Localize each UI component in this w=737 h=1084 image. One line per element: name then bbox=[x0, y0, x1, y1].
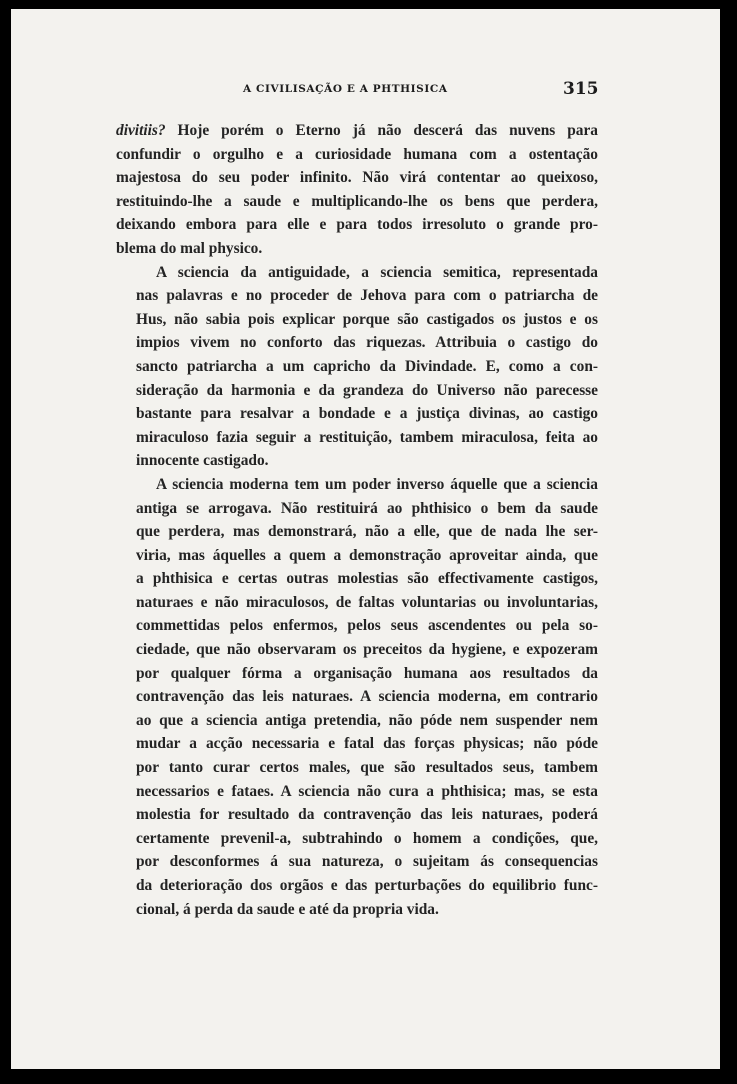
text-line bbox=[116, 756, 598, 780]
line-text: molestia for resultado da contravenção das leis naturaes, poderá bbox=[136, 806, 598, 824]
line-text: sideração da harmonia e da grandeza do Universo não parecesse bbox=[136, 381, 598, 399]
text-line bbox=[116, 803, 598, 827]
text-line bbox=[116, 284, 598, 308]
running-header bbox=[11, 79, 720, 107]
text-line bbox=[116, 355, 598, 379]
text-line bbox=[116, 662, 598, 686]
text-line bbox=[116, 614, 598, 638]
line-text: innocente castigado. bbox=[136, 452, 269, 470]
line-text: majestosa do seu poder infinito. Não virá contentar ao queixoso, bbox=[116, 169, 598, 187]
line-text: sancto patriarcha a um capricho da Divindade. E, como a con- bbox=[136, 357, 598, 375]
line-text: deixando embora para elle e para todos irresoluto o grande pro- bbox=[116, 216, 598, 234]
line-text: A sciencia moderna tem um poder inverso áquelle que a sciencia bbox=[156, 475, 598, 493]
text-line bbox=[116, 237, 598, 261]
body-text bbox=[116, 119, 598, 921]
text-line bbox=[116, 850, 598, 874]
line-text: Hoje porém o Eterno já não descerá das nuvens para bbox=[165, 122, 598, 139]
page-number: 315 bbox=[563, 79, 599, 99]
line-text: antiga se arrogava. Não restituirá ao phthisico o bem da saude bbox=[136, 499, 598, 517]
text-line bbox=[116, 402, 598, 426]
line-text: que perdera, mas demonstrará, não a elle, que de nada lhe ser- bbox=[136, 523, 598, 541]
text-line bbox=[116, 898, 598, 922]
text-line bbox=[116, 449, 598, 473]
line-text: cional, á perda da saude e até da propria vida. bbox=[136, 900, 439, 918]
line-text: por qualquer fórma a organisação humana aos resultados da bbox=[136, 664, 598, 682]
text-line bbox=[116, 685, 598, 709]
running-title: A CIVILISAÇÃO E A PHTHISICA bbox=[243, 83, 448, 95]
text-line bbox=[116, 143, 598, 167]
line-text: miraculoso fazia seguir a restituição, tambem miraculosa, feita ao bbox=[136, 428, 598, 446]
line-text: a phthisica e certas outras molestias são effectivamente castigos, bbox=[136, 570, 598, 588]
line-text: contravenção das leis naturaes. A sciencia moderna, em contrario bbox=[136, 688, 598, 706]
text-line bbox=[116, 567, 598, 591]
text-line bbox=[116, 638, 598, 662]
line-text: nas palavras e no proceder de Jehova para com o patriarcha de bbox=[136, 287, 598, 305]
text-line bbox=[116, 426, 598, 450]
text-line bbox=[116, 166, 598, 190]
line-text: restituindo-lhe a saude e multiplicando-lhe os bens que perdera, bbox=[116, 192, 598, 210]
text-line bbox=[116, 497, 598, 521]
paragraph-1 bbox=[116, 119, 598, 261]
italic-word: divitiis? bbox=[116, 122, 166, 139]
line-text: necessarios e fataes. A sciencia não cura a phthisica; mas, se esta bbox=[136, 782, 598, 800]
paragraph-3 bbox=[116, 473, 598, 921]
line-text: A sciencia da antiguidade, a sciencia semitica, representada bbox=[156, 263, 598, 281]
line-text: blema do mal physico. bbox=[116, 239, 263, 257]
text-line bbox=[116, 827, 598, 851]
line-text: commettidas pelos enfermos, pelos seus ascendentes ou pela so- bbox=[136, 617, 598, 635]
line-text: por tanto curar certos males, que são resultados seus, tambem bbox=[136, 759, 598, 777]
line-text: impios vivem no conforto das riquezas. Attribuia o castigo do bbox=[136, 334, 598, 352]
text-line bbox=[116, 473, 598, 497]
text-line bbox=[116, 331, 598, 355]
text-line bbox=[116, 874, 598, 898]
line-text: bastante para resalvar a bondade e a justiça divinas, ao castigo bbox=[136, 405, 598, 423]
book-page bbox=[11, 9, 720, 1069]
line-text: da deterioração dos orgãos e das perturbações do equilibrio func- bbox=[136, 877, 598, 894]
text-line bbox=[116, 190, 598, 214]
line-text: viria, mas áquelles a quem a demonstração aproveitar ainda, que bbox=[136, 546, 598, 564]
text-line bbox=[116, 780, 598, 804]
text-line bbox=[116, 591, 598, 615]
text-line bbox=[116, 379, 598, 403]
line-text: naturaes e não miraculosos, de faltas voluntarias ou involuntarias, bbox=[136, 593, 598, 611]
text-line bbox=[116, 709, 598, 733]
line-text: confundir o orgulho e a curiosidade humana com a ostentação bbox=[116, 145, 598, 163]
line-text: certamente prevenil-a, subtrahindo o homem a condições, que, bbox=[136, 829, 598, 847]
paragraph-2 bbox=[116, 261, 598, 473]
text-line bbox=[116, 213, 598, 237]
text-line bbox=[116, 119, 598, 143]
text-line bbox=[116, 308, 598, 332]
text-line bbox=[116, 732, 598, 756]
text-line bbox=[116, 261, 598, 285]
line-text: Hus, não sabia pois explicar porque são castigados os justos e os bbox=[136, 310, 598, 328]
line-text: ao que a sciencia antiga pretendia, não póde nem suspender nem bbox=[136, 711, 598, 729]
text-line bbox=[116, 544, 598, 568]
line-text: ciedade, que não observaram os preceitos da hygiene, e expozeram bbox=[136, 641, 598, 659]
line-text: por desconformes á sua natureza, o sujeitam ás consequencias bbox=[136, 853, 598, 871]
line-text: mudar a acção necessaria e fatal das forças physicas; não póde bbox=[136, 735, 598, 753]
text-line bbox=[116, 520, 598, 544]
